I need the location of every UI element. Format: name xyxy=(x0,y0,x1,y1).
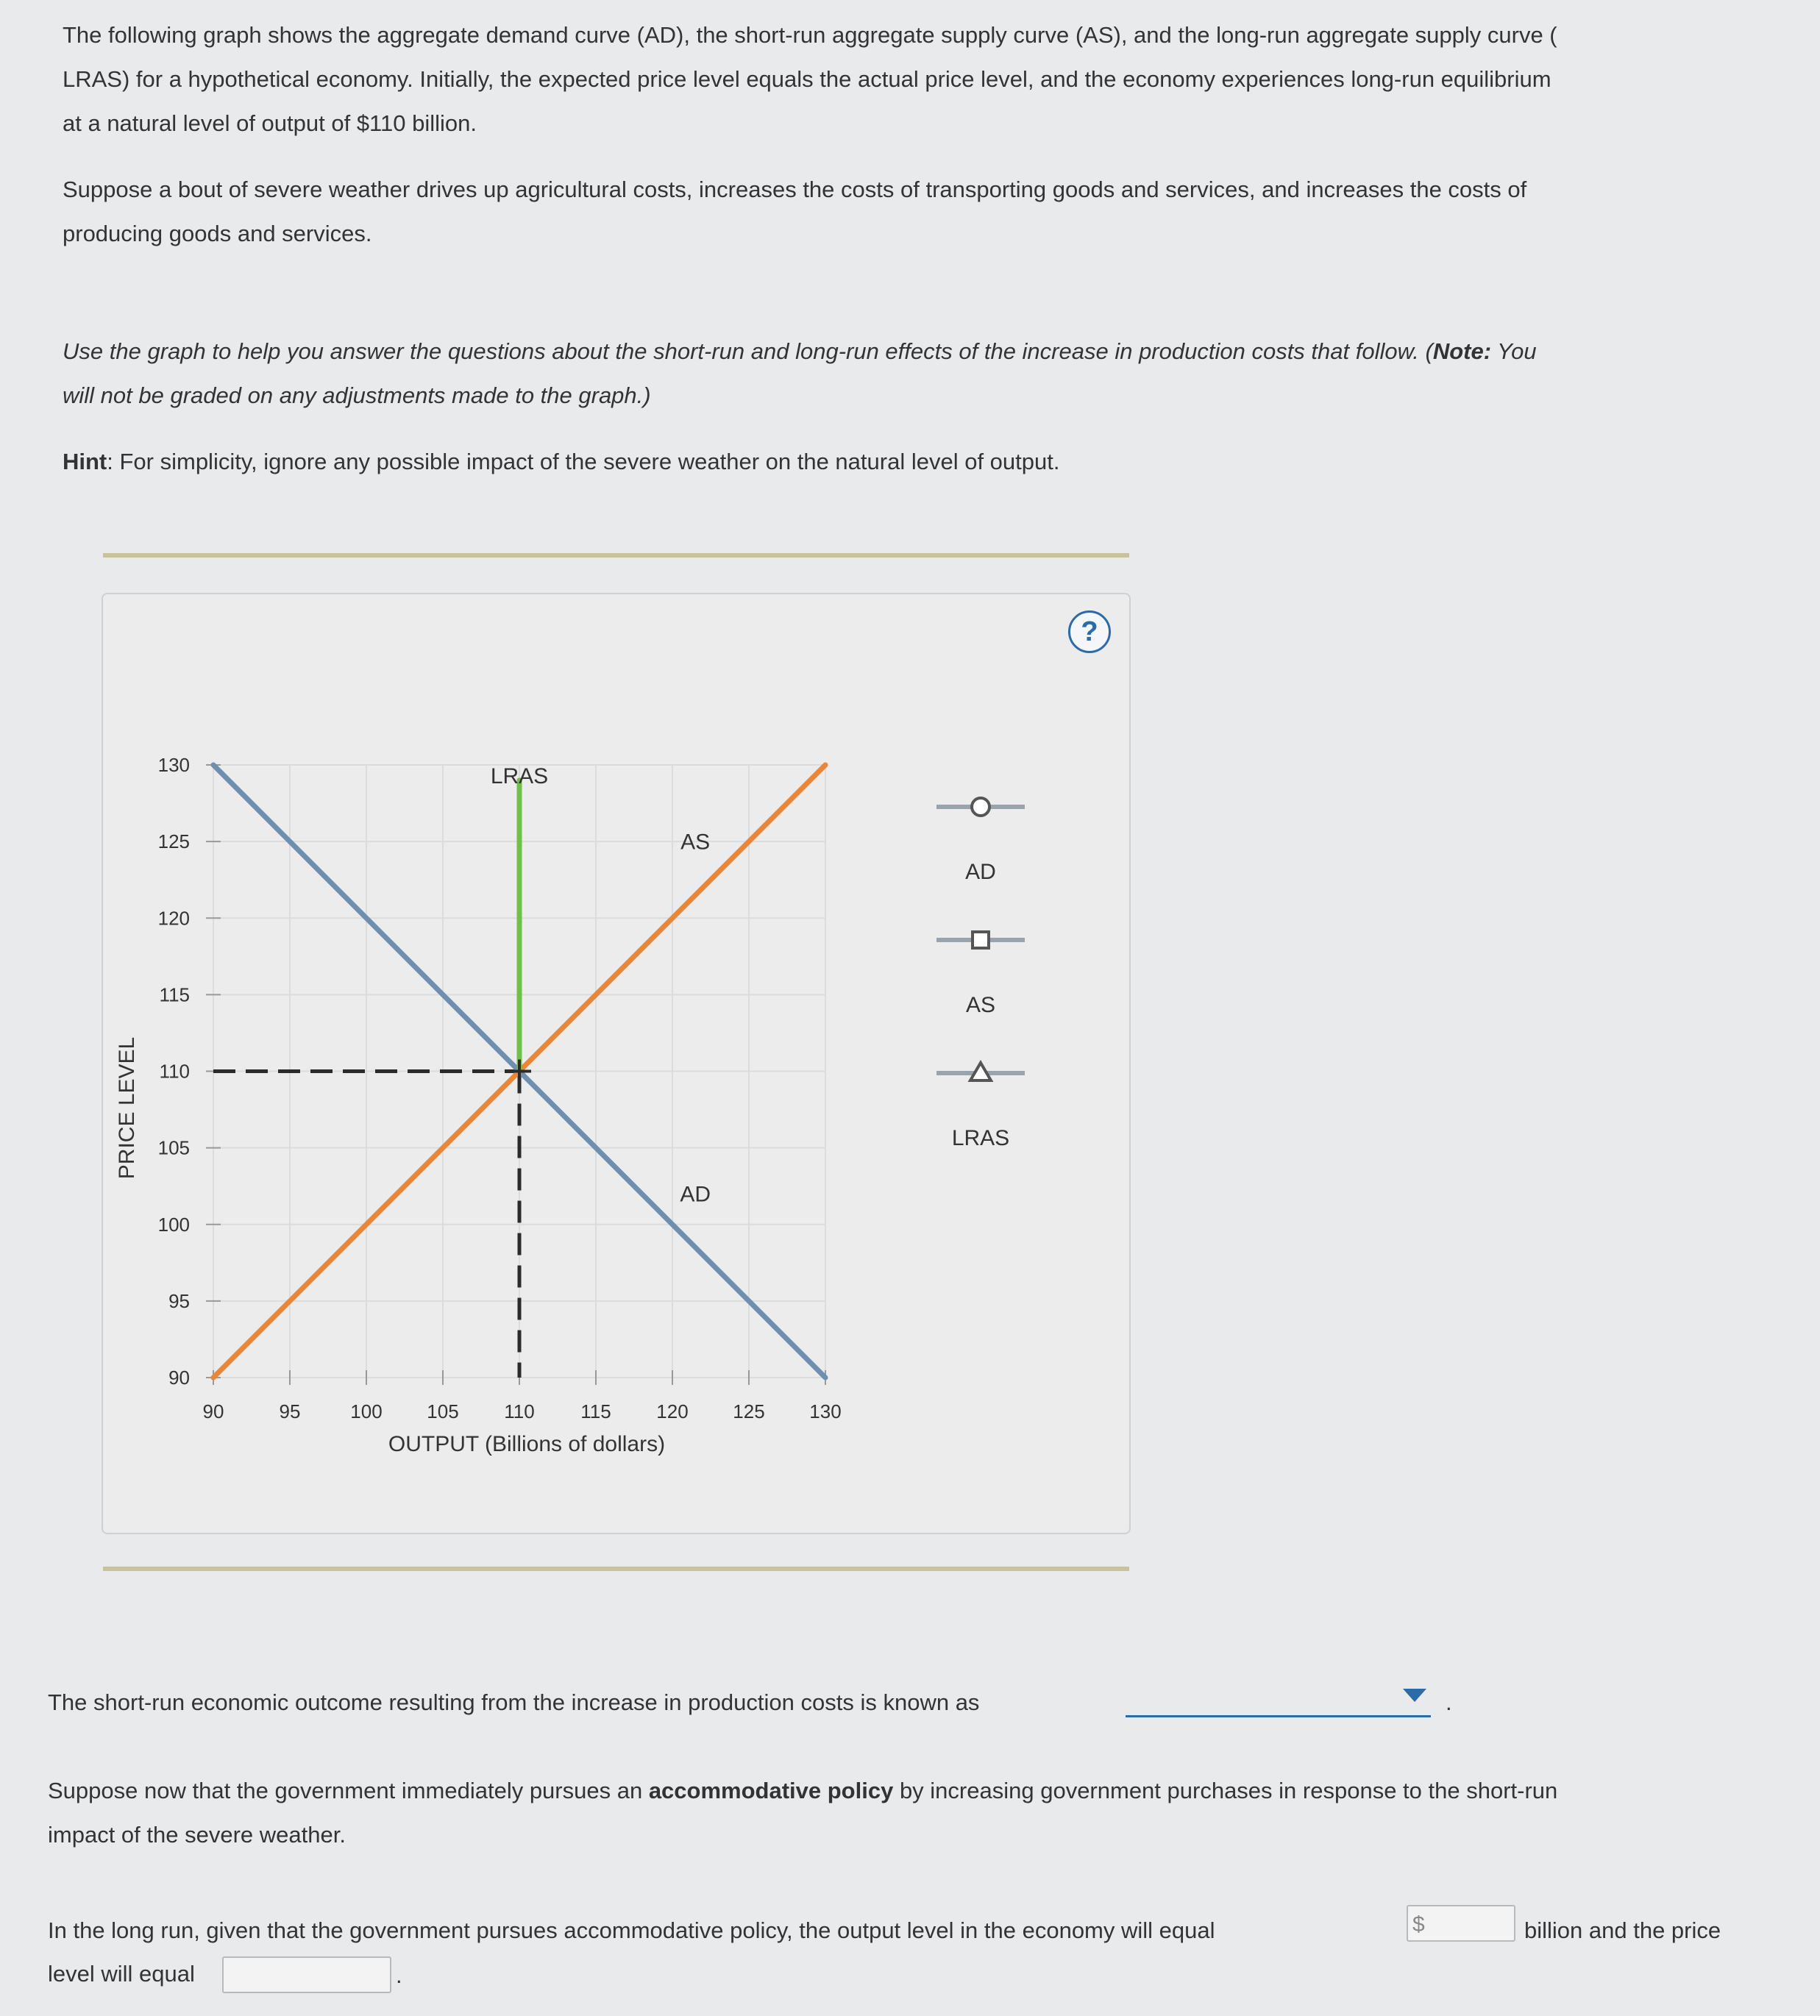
y-axis-title: PRICE LEVEL xyxy=(115,1036,139,1180)
intro-line-2: LRAS) for a hypothetical economy. Initially, the expected price level equals the actual price level, and the economy experiences long-run equilibrium xyxy=(63,66,1551,92)
circle-marker-icon xyxy=(972,798,989,816)
question-3-period: . xyxy=(396,1962,402,1988)
question-1-period: . xyxy=(1446,1689,1452,1715)
curve-label-lras: LRAS xyxy=(490,763,549,788)
scenario-line-2: producing goods and services. xyxy=(63,221,372,246)
legend-item-lras[interactable] xyxy=(936,1063,1025,1150)
legend-item-as[interactable] xyxy=(936,932,1025,1017)
x-tick-label: 90 xyxy=(202,1400,224,1422)
y-tick-label: 125 xyxy=(157,830,190,853)
x-tick-label: 130 xyxy=(809,1400,842,1422)
instructions-line-1: Use the graph to help you answer the questions about the short-run and long-run effects of the increase in production costs that follow. (Note: You xyxy=(63,338,1537,364)
y-tick-label: 95 xyxy=(168,1289,190,1312)
question-2-line-1: Suppose now that the government immediately pursues an accommodative policy by increasing government purchases in response to the short-run xyxy=(48,1778,1558,1803)
hint-label: Hint xyxy=(63,449,107,474)
question-1-text: The short-run economic outcome resulting from the increase in production costs is known as xyxy=(48,1689,980,1715)
instructions-line-2: will not be graded on any adjustments made to the graph.) xyxy=(63,382,651,408)
chart-labels xyxy=(491,764,711,1207)
outcome-dropdown[interactable] xyxy=(1126,1684,1431,1717)
legend-label: AS xyxy=(965,993,996,1017)
x-tick-label: 115 xyxy=(580,1400,611,1422)
chevron-down-icon[interactable] xyxy=(1403,1689,1426,1702)
y-tick-label: 110 xyxy=(159,1060,190,1083)
output-input[interactable] xyxy=(1407,1905,1515,1942)
question-3-line-2: level will equal xyxy=(48,1961,195,1987)
x-axis-title: OUTPUT (Billions of dollars) xyxy=(388,1432,666,1456)
y-tick-label: 130 xyxy=(157,754,190,776)
question-mark-icon[interactable]: ? xyxy=(1068,610,1111,653)
x-tick-label: 95 xyxy=(279,1400,301,1422)
legend-label: AD xyxy=(965,860,996,884)
dollar-prefix: $ xyxy=(1412,1912,1425,1937)
question-2 xyxy=(48,1769,1762,1857)
legend-label: LRAS xyxy=(951,1126,1010,1150)
hint-text: : For simplicity, ignore any possible impact of the severe weather on the natural level of output. xyxy=(107,449,1060,474)
intro-line-3: at a natural level of output of $110 billion. xyxy=(63,110,477,136)
y-tick-label: 105 xyxy=(157,1136,190,1159)
question-3-line-1: In the long run, given that the government pursues accommodative policy, the output level in the economy will equal xyxy=(48,1917,1215,1943)
y-tick-label: 115 xyxy=(159,983,190,1006)
chart-legend xyxy=(936,798,1025,1150)
y-tick-label: 90 xyxy=(168,1367,190,1389)
x-tick-label: 120 xyxy=(656,1400,689,1422)
curve-label-as: AS xyxy=(680,830,711,855)
price-level-input[interactable] xyxy=(222,1956,391,1993)
x-tick-label: 125 xyxy=(733,1400,765,1422)
intro-line-1: The following graph shows the aggregate demand curve (AD), the short-run aggregate supply curve (AS), and the long-run aggregate supply curve ( xyxy=(63,22,1557,48)
accommodative-policy-term: accommodative policy xyxy=(648,1778,894,1803)
scenario-line-1: Suppose a bout of severe weather drives up agricultural costs, increases the costs of transporting goods and services, and increases the costs of xyxy=(63,177,1527,202)
question-1 xyxy=(48,1681,1762,1725)
y-tick-label: 100 xyxy=(157,1213,190,1236)
legend-item-ad[interactable] xyxy=(936,798,1025,884)
note-label: Note: xyxy=(1432,338,1492,364)
question-3-mid: billion and the price xyxy=(1524,1917,1721,1943)
y-tick-label: 120 xyxy=(157,907,190,930)
square-marker-icon xyxy=(973,932,989,948)
x-tick-label: 110 xyxy=(504,1400,535,1422)
x-tick-label: 100 xyxy=(350,1400,383,1422)
x-tick-label: 105 xyxy=(427,1400,459,1422)
question-2-line-2: impact of the severe weather. xyxy=(48,1822,346,1848)
curve-label-ad: AD xyxy=(680,1182,711,1207)
